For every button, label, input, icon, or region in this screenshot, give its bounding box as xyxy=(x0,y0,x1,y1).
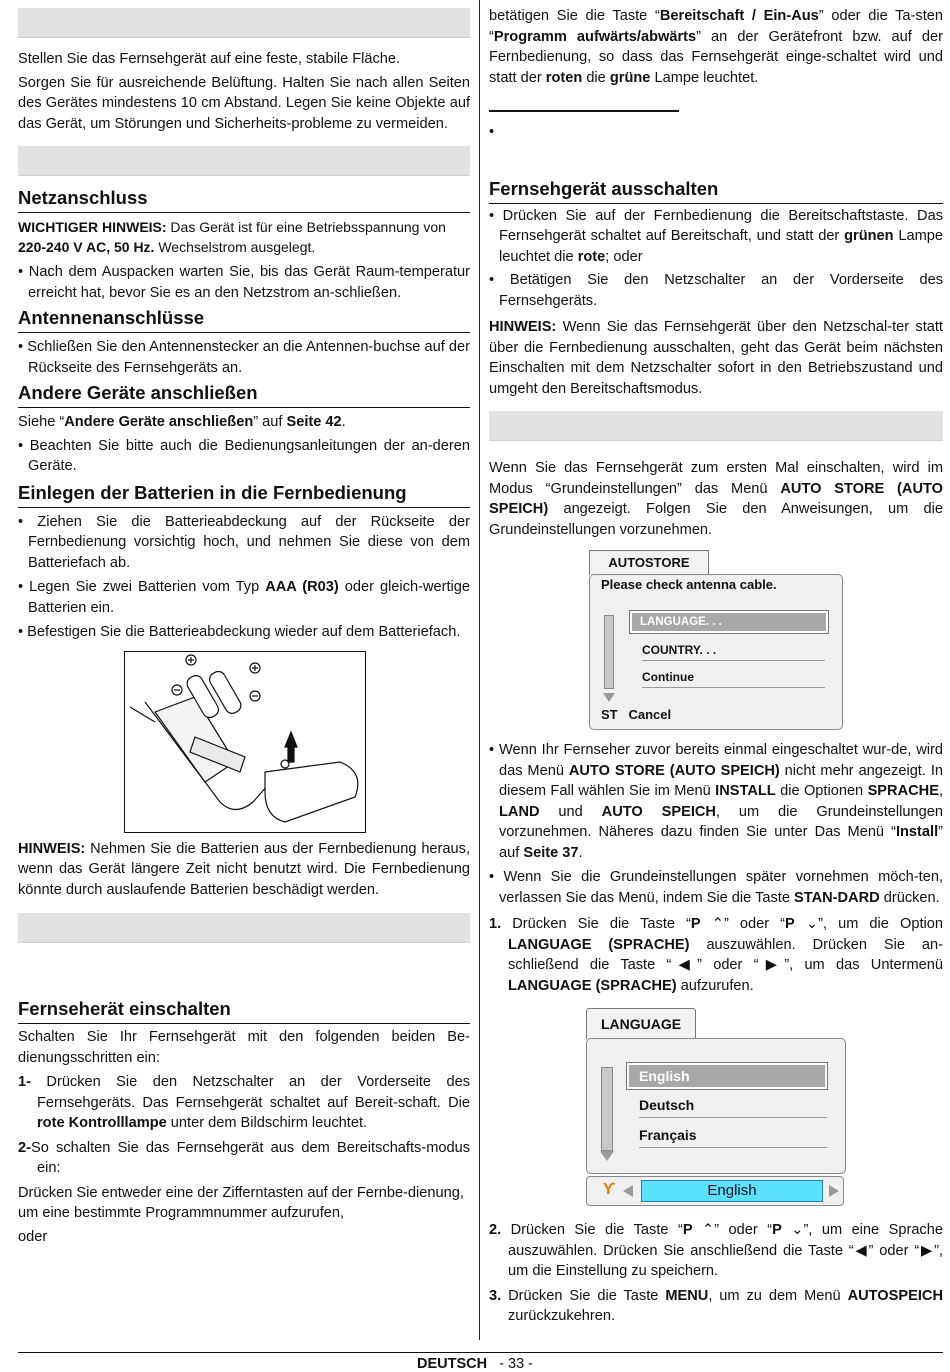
hinweis-paragraph xyxy=(18,217,470,257)
text: ”, um das Untermenü xyxy=(784,957,943,973)
bold-text: 220-240 V AC, 50 Hz. xyxy=(18,239,155,255)
step-number: 2. xyxy=(489,1222,502,1238)
text: Drücken Sie die Taste xyxy=(501,1287,666,1304)
bullet-item xyxy=(489,867,943,908)
hinweis-label: HINWEIS: xyxy=(489,319,557,335)
bold-text: Andere Geräte anschließen xyxy=(64,414,254,430)
right-arrow-icon: ▶ xyxy=(919,1242,935,1259)
paragraph xyxy=(489,458,943,540)
section-header-bar xyxy=(18,146,470,176)
text: So schalten Sie das Fernsehgerät aus dem Bereitschafts-modus ein: xyxy=(30,1139,470,1176)
text: • Wenn Ihr Fernseher zuvor bereits einmal eingeschaltet wur-de, wird das Menü xyxy=(489,742,943,779)
bold-text: SPRACHE xyxy=(867,783,939,799)
text: Nehmen Sie die Batterien aus der Fernbedienung heraus, wenn das Gerät längere Zeit nicht benutzt wird. Die Fernbedienung könnte durch auslaufende Batterien beschädigt werden. xyxy=(18,840,470,898)
column-divider xyxy=(479,0,480,1340)
bold-text: INSTALL xyxy=(715,783,776,799)
down-arrow-icon: ⌄ xyxy=(781,1222,804,1238)
autostore-osd xyxy=(589,550,843,732)
right-column xyxy=(489,6,943,1327)
bold-text: LAND xyxy=(499,803,540,820)
text: ” oder “ xyxy=(868,1242,920,1259)
footer-rule xyxy=(18,1352,943,1353)
bold-text: LANGUAGE (SPRACHE) xyxy=(508,977,677,994)
text: angezeigt. Folgen Sie den Anweisungen, um die Grundeinstellungen vorzunehmen. xyxy=(489,501,943,538)
text: nicht mehr angezeigt. In diesem Fall wählen Sie im Menü xyxy=(499,762,943,799)
bullet-item xyxy=(489,740,943,863)
heading-antennen: Antennenanschlüsse xyxy=(18,306,470,333)
bold-text: LANGUAGE (SPRACHE) xyxy=(508,936,690,953)
text: und xyxy=(539,803,602,820)
text: • Wenn Sie die Grundeinstellungen später vornehmen möch-ten, verlassen Sie das Menü, indem Sie die Taste xyxy=(489,869,943,906)
language-panel xyxy=(586,1038,846,1174)
text: die Optionen xyxy=(775,783,868,799)
text: auszuwählen. Drücken Sie an-schließend die Taste “ xyxy=(508,936,943,973)
text: zurückzukehren. xyxy=(508,1308,616,1324)
bold-text: Seite 37 xyxy=(523,844,579,861)
paragraph: Drücken Sie entweder eine der Zifferntasten auf der Fernbe-dienung, um eine bestimmte Programmnummer aufzurufen, xyxy=(18,1184,464,1221)
text: Wechselstrom ausgelegt. xyxy=(154,239,316,255)
down-arrow-icon: ⌄ xyxy=(794,916,819,932)
up-arrow-icon: ⌃ xyxy=(692,1222,715,1238)
bold-text: grünen xyxy=(844,228,894,244)
osd-scrollbar xyxy=(601,1067,613,1151)
numbered-step xyxy=(18,1072,470,1134)
battery-illustration xyxy=(124,651,366,833)
osd-menu-item[interactable]: Continue xyxy=(642,667,825,688)
bold-text: grüne xyxy=(609,69,651,86)
text: ”, um die Einstellung zu speichern. xyxy=(508,1242,943,1279)
heading-einschalten: Fernseherät einschalten xyxy=(18,997,470,1024)
osd-tab-label: LANGUAGE xyxy=(600,1016,682,1032)
paragraph xyxy=(489,6,943,88)
section-header-bar xyxy=(18,913,470,943)
left-arrow-icon: ◀ xyxy=(671,957,698,973)
bold-text: P xyxy=(785,916,795,932)
paragraph: Sorgen Sie für ausreichende Belüftung. Halten Sie nach allen Seiten des Gerätes mindestens 10 cm Abstand. Legen Sie keine Objekte auf das Gerät, um Störungen und Sicherheits-probleme zu vermeiden. xyxy=(18,74,470,132)
text: Lampe leuchtet die xyxy=(499,228,943,265)
right-arrow-icon[interactable] xyxy=(829,1185,839,1197)
language-osd xyxy=(584,1008,846,1216)
bullet-item: • Schließen Sie den Antennenstecker an die Antennen-buchse auf der Rückseite des Fernsehgeräts an. xyxy=(18,339,470,376)
hinweis-label: HINWEIS: xyxy=(18,840,86,857)
bold-text: Bereitschaft / Ein-Aus xyxy=(659,8,819,24)
hinweis-paragraph xyxy=(18,839,470,901)
numbered-step xyxy=(489,914,943,996)
bold-text: P xyxy=(682,1222,693,1238)
osd-action-label: Cancel xyxy=(628,707,672,722)
bold-text: P xyxy=(690,916,701,932)
text: Lampe leuchtet. xyxy=(650,69,759,86)
numbered-step xyxy=(18,1138,470,1179)
text: betätigen Sie die Taste “ xyxy=(489,8,660,24)
step-number: 1- xyxy=(18,1074,31,1090)
text: ”, um die Option xyxy=(818,916,943,932)
text: ” oder “ xyxy=(723,916,786,932)
osd-tab-label: AUTOSTORE xyxy=(608,555,690,570)
text: ” an der Gerätefront bzw. auf der Fernbedienung, so dass das Fernsehgerät einge-schaltet wird und statt der xyxy=(489,28,943,86)
section-header-bar xyxy=(18,8,470,38)
bold-text: AUTOSPEICH xyxy=(847,1287,943,1304)
bold-text: MENU xyxy=(665,1287,709,1304)
text: oder gleich-wertige Batterien ein. xyxy=(28,579,470,616)
bold-text: AUTO SPEICH xyxy=(601,803,716,820)
up-arrow-icon: ⌃ xyxy=(700,916,724,932)
footer-language: DEUTSCH xyxy=(416,1356,488,1372)
text: ” oder “ xyxy=(697,957,759,973)
bold-text: rote Kontrolllampe xyxy=(37,1115,167,1131)
osd-menu-item[interactable]: Deutsch xyxy=(639,1093,827,1118)
text: unter dem Bildschirm leuchtet. xyxy=(166,1115,368,1131)
text: ; oder xyxy=(605,248,643,265)
autostore-tab xyxy=(589,550,709,575)
text: ” auf xyxy=(253,414,287,430)
text: . xyxy=(578,844,583,861)
numbered-step xyxy=(489,1220,943,1282)
bold-text: P xyxy=(772,1222,782,1238)
heading-netzanschluss: Netzanschluss xyxy=(18,186,470,213)
text: die xyxy=(582,69,610,86)
language-value-field[interactable] xyxy=(641,1180,823,1202)
text: ” oder “ xyxy=(714,1222,773,1238)
text: drücken. xyxy=(879,889,940,906)
left-arrow-icon[interactable] xyxy=(623,1185,633,1197)
language-tab xyxy=(586,1008,696,1039)
text: ”, um eine Sprache auszuwählen. Drücken Sie anschließend die Taste “ xyxy=(508,1222,943,1259)
hinweis-paragraph xyxy=(489,317,943,399)
step-number: 3. xyxy=(489,1287,502,1304)
left-arrow-icon: ◀ xyxy=(853,1242,869,1259)
bold-text: STAN-DARD xyxy=(794,889,880,906)
text: , um die Grundeinstellungen vorzunehmen. Näheres dazu finden Sie unter Das Menü “ xyxy=(499,803,943,840)
bullet-item: • Betätigen Sie den Netzschalter an der Vorderseite des Fernsehgeräts. xyxy=(489,272,943,309)
text: aufzurufen. xyxy=(676,977,754,994)
bold-text: Seite 42 xyxy=(286,414,342,430)
text: ” oder die Ta-sten “ xyxy=(489,8,943,45)
text: . xyxy=(341,414,346,430)
paragraph: Stellen Sie das Fernsehgerät auf eine feste, stabile Fläche. xyxy=(18,51,401,67)
text: Drücken Sie den Netzschalter an der Vorderseite des Fernsehgeräts. Das Fernsehgerät schaltet auf Bereit-schaft. Die xyxy=(30,1074,470,1111)
page-number: - 33 - xyxy=(499,1356,534,1372)
paragraph xyxy=(18,412,470,433)
bold-text: Install xyxy=(895,824,939,840)
bullet-item: • Befestigen Sie die Batterieabdeckung wieder auf dem Batteriefach. xyxy=(18,624,461,640)
text: Siehe “ xyxy=(18,414,65,430)
osd-message: Please check antenna cable. xyxy=(601,577,777,592)
step-number: 2- xyxy=(18,1139,31,1156)
bullet-item: • Beachten Sie bitte auch die Bedienungsanleitungen der an-deren Geräte. xyxy=(18,437,470,474)
osd-menu-item-selected[interactable]: English xyxy=(627,1063,827,1089)
bold-text: Programm aufwärts/abwärts xyxy=(493,28,697,45)
bold-text: AUTO STORE (AUTO SPEICH) xyxy=(489,480,943,517)
bullet-item xyxy=(18,577,470,618)
numbered-step xyxy=(489,1286,943,1327)
scroll-down-icon xyxy=(600,1151,614,1161)
osd-menu-item[interactable]: COUNTRY. . . xyxy=(642,640,825,661)
bullet-item: • xyxy=(489,124,495,140)
osd-scrollbar xyxy=(604,615,614,689)
language-value: English xyxy=(707,1182,757,1199)
wrench-icon: ϒ xyxy=(603,1181,616,1198)
paragraph: Schalten Sie Ihr Fernsehgerät mit den folgenden beiden Be-dienungsschritten ein: xyxy=(18,1029,470,1066)
bold-text: AUTO STORE (AUTO SPEICH) xyxy=(568,762,780,779)
text: Das Gerät ist für eine Betriebsspannung von xyxy=(166,219,446,235)
text: Drücken Sie die Taste “ xyxy=(501,1222,683,1238)
paragraph: oder xyxy=(18,1228,48,1245)
osd-footer xyxy=(601,707,671,722)
bold-text: rote xyxy=(577,248,606,265)
bullet-item: • Nach dem Auspacken warten Sie, bis das Gerät Raum-temperatur erreicht hat, bevor Sie es an den Netzstrom an-schließen. xyxy=(18,264,470,301)
text: Wenn Sie das Fernsehgerät über den Netzschal-ter statt über die Fernbedienung ausschalten, geht das Gerät beim nächsten Einschalten mit dem Netzschalter sofort in den Betriebszustand und umgeht den Bereitschaftsmodus. xyxy=(489,319,943,397)
text: , um zu dem Menü xyxy=(708,1287,848,1304)
right-arrow-icon: ▶ xyxy=(758,957,785,973)
heading-andere-geraete: Andere Geräte anschließen xyxy=(18,381,470,408)
heading-batterien: Einlegen der Batterien in die Fernbedienung xyxy=(18,481,470,508)
scroll-down-icon xyxy=(603,693,615,702)
bold-text: AAA (R03) xyxy=(265,579,339,595)
osd-menu-item[interactable]: Français xyxy=(639,1123,827,1148)
autostore-panel xyxy=(589,574,843,730)
heading-ausschalten: Fernsehgerät ausschalten xyxy=(489,177,943,204)
bullet-item: • Ziehen Sie die Batterieabdeckung auf der Rückseite der Fernbedienung vorsichtig hoch, und nehmen Sie diese von dem Batteriefach ab. xyxy=(18,513,470,571)
text: Wenn Sie das Fernsehgerät zum ersten Mal einschalten, wird im Modus “Grundeinstellungen” das Menü xyxy=(489,460,943,497)
bold-text: roten xyxy=(545,69,583,86)
text: • Legen Sie zwei Batterien vom Typ xyxy=(18,579,266,595)
text: Drücken Sie die Taste “ xyxy=(501,916,691,932)
hinweis-label: WICHTIGER HINWEIS: xyxy=(18,219,167,235)
language-value-bar xyxy=(586,1176,844,1206)
bullet-item xyxy=(489,206,943,268)
text: , xyxy=(938,783,943,799)
section-header-bar xyxy=(489,411,943,441)
text: • Drücken Sie auf der Fernbedienung die Bereitschaftstaste. Das Fernsehgerät schaltet auf Bereitschaft, und statt der xyxy=(489,207,943,244)
remote-battery-drawing xyxy=(125,652,365,832)
left-column xyxy=(18,8,470,1247)
step-number: 1. xyxy=(489,916,502,932)
text: ” auf xyxy=(499,824,943,861)
osd-key-label: ST xyxy=(601,707,618,722)
osd-menu-item-selected[interactable]: LANGUAGE. . . xyxy=(630,611,828,633)
